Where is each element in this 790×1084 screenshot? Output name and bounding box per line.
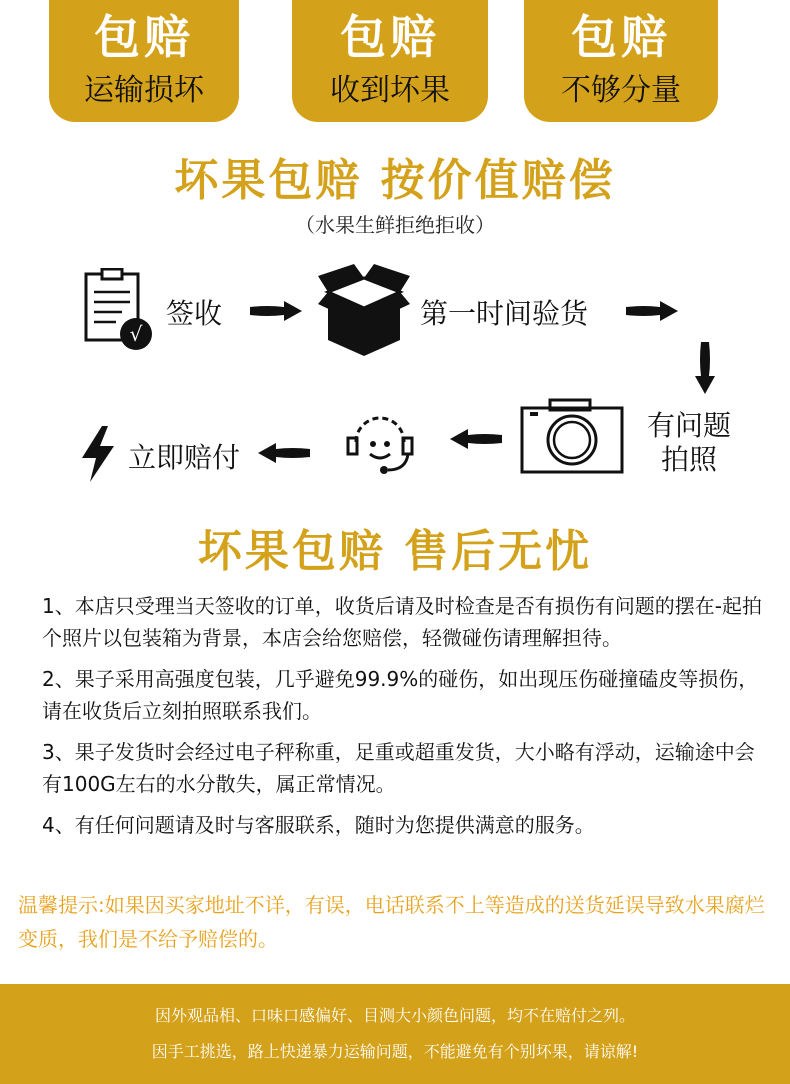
arrow-left-icon	[448, 426, 504, 452]
badge-label: 不够分量	[561, 73, 681, 108]
open-box-icon	[316, 260, 412, 360]
term-item-4: 4、有任何问题请及时与客服联系，随时为您提供满意的服务。	[42, 813, 595, 837]
svg-text:√: √	[129, 322, 143, 346]
arrow-right-icon	[624, 298, 680, 324]
badge-title: 包赔	[94, 10, 194, 64]
step-photo-label-2: 拍照	[661, 443, 718, 476]
warm-tip: 温馨提示:如果因买家地址不详，有误，电话联系不上等造成的送货延误导致水果腐烂变质，我们是不给予赔偿的。	[18, 893, 765, 951]
headset-smile-icon	[344, 410, 416, 476]
clipboard-check-icon	[82, 268, 158, 354]
term-item-1: 1、本店只受理当天签收的订单，收货后请及时检查是否有损伤有问题的摆在-起拍个照片以包装箱为背景，本店会给您赔偿，轻微碰伤请理解担待。	[42, 594, 762, 650]
step-compensate-label: 立即赔付	[128, 441, 241, 474]
arrow-left-icon	[256, 440, 312, 466]
footer-banner	[0, 984, 790, 1084]
term-item-2: 2、果子采用高强度包装，几乎避免99.9%的碰伤，如出现压伤碰撞磕皮等损伤，请在收货后立刻拍照联系我们。	[42, 667, 759, 723]
badge-label: 运输损坏	[84, 73, 204, 108]
footer-line-1: 因外观品相、口味口感偏好、目测大小颜色问题，均不在赔付之列。	[154, 1006, 635, 1025]
badge-title: 包赔	[340, 10, 440, 64]
badge-transport-damage	[49, 0, 239, 122]
step-sign-label: 签收	[166, 297, 223, 330]
terms-list	[42, 590, 762, 850]
badge-label: 收到坏果	[330, 73, 450, 108]
camera-icon	[520, 398, 624, 474]
arrow-down-icon	[692, 340, 718, 396]
term-item-3: 3、果子发货时会经过电子秤称重，足重或超重发货，大小略有浮动，运输途中会有100G左右的水分散失，属正常情况。	[42, 740, 755, 796]
heading-after-sales: 坏果包赔 售后无忧	[197, 526, 593, 577]
lightning-icon	[78, 424, 118, 484]
arrow-right-icon	[248, 298, 304, 324]
badge-title: 包赔	[571, 10, 671, 64]
subheading: （水果生鲜拒绝拒收）	[295, 213, 495, 237]
step-inspect-label: 第一时间验货	[420, 297, 589, 330]
step-photo-label-1: 有问题	[647, 409, 732, 442]
footer-line-2: 因手工挑选，路上快递暴力运输问题，不能避免有个别坏果，请谅解!	[151, 1042, 639, 1061]
heading-compensation: 坏果包赔 按价值赔偿	[174, 155, 616, 206]
badge-bad-fruit	[292, 0, 488, 122]
badge-short-weight	[524, 0, 718, 122]
